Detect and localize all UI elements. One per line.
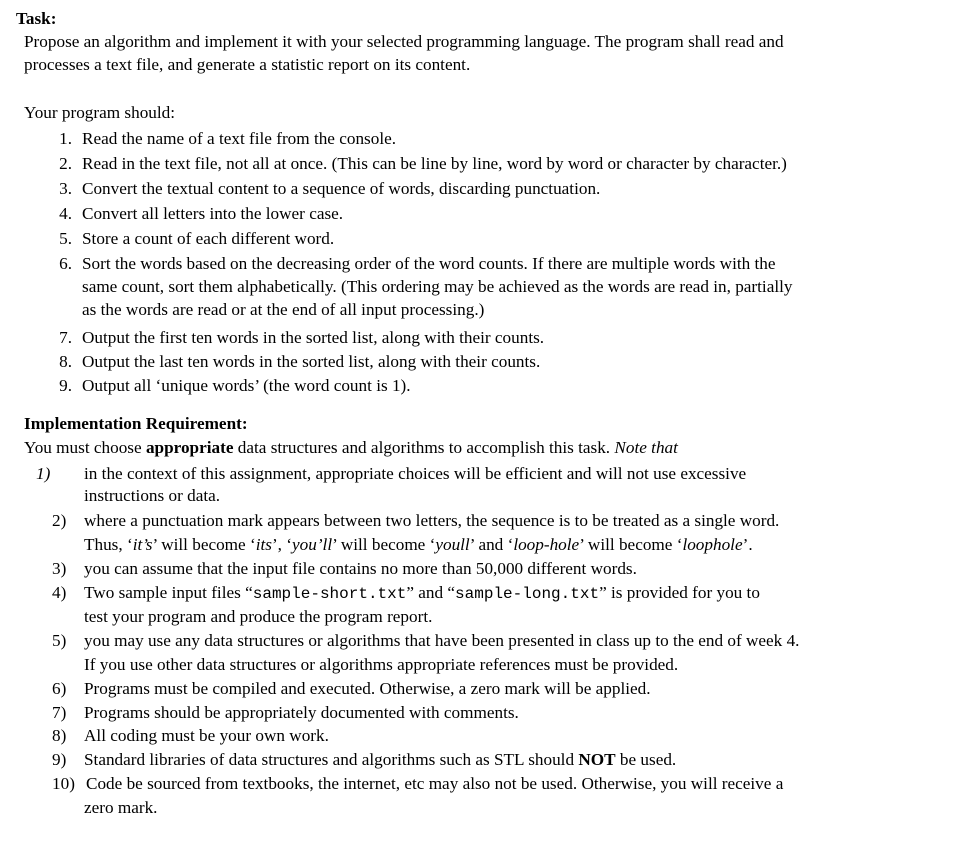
req-9-number: 9) xyxy=(52,750,67,769)
req-2-example-loop-hole: loop-hole xyxy=(513,535,580,554)
req-2-text: Thus, ‘ xyxy=(84,535,133,554)
req-5-number: 5) xyxy=(52,631,67,650)
req-2-example-its-apostrophe: it’s xyxy=(132,535,153,554)
program-item-number: 8. xyxy=(59,352,72,371)
req-2-example-loophole: loophole xyxy=(682,535,743,554)
program-item-text: same count, sort them alphabetically. (This ordering may be achieved as the words are read in, partially xyxy=(82,277,793,296)
req-2-line-1: where a punctuation mark appears between two letters, the sequence is to be treated as a single word. xyxy=(84,511,780,530)
program-item-text: Store a count of each different word. xyxy=(82,229,335,248)
impl-lead-text-c: data structures and algorithms to accomplish this task. xyxy=(233,438,615,457)
req-2-number: 2) xyxy=(52,511,67,530)
req-8-line-1: All coding must be your own work. xyxy=(84,726,329,745)
req-8-number: 8) xyxy=(52,726,67,745)
req-2-text: ’ and ‘ xyxy=(469,535,514,554)
req-4-number: 4) xyxy=(52,583,67,602)
sample-short-filename: sample-short.txt xyxy=(252,585,407,603)
program-item-text: Output the first ten words in the sorted list, along with their counts. xyxy=(82,328,545,347)
req-10-line-2: zero mark. xyxy=(84,798,158,817)
impl-heading: Implementation Requirement: xyxy=(24,414,248,433)
impl-lead xyxy=(24,437,678,459)
req-6-number: 6) xyxy=(52,679,67,698)
program-item-number: 2. xyxy=(59,154,72,173)
req-4-line-2: test your program and produce the program report. xyxy=(84,607,433,626)
req-5-line-1: you may use any data structures or algorithms that have been presented in class up to the end of week 4. xyxy=(84,631,800,650)
req-3-number: 3) xyxy=(52,559,67,578)
req-4-line-1 xyxy=(84,582,760,605)
task-intro-line-1: Propose an algorithm and implement it with your selected programming language. The program shall read and xyxy=(24,32,784,51)
program-item-text: Sort the words based on the decreasing order of the word counts. If there are multiple words with the xyxy=(82,254,776,273)
program-item-text: Convert all letters into the lower case. xyxy=(82,204,344,223)
req-4-text: ” is provided for you to xyxy=(599,583,760,602)
req-2-text: ’ will become ‘ xyxy=(332,535,436,554)
req-1-line-1: in the context of this assignment, appropriate choices will be efficient and will not use excessive xyxy=(84,464,747,483)
req-7-number: 7) xyxy=(52,703,67,722)
task-heading: Task: xyxy=(16,9,57,28)
req-2-example-youll-apostrophe: you’ll xyxy=(292,535,333,554)
req-4-text: ” and “ xyxy=(406,583,456,602)
impl-lead-text-a: You must choose xyxy=(24,438,146,457)
req-2-text: ’. xyxy=(742,535,753,554)
req-1-line-2: instructions or data. xyxy=(84,486,221,505)
req-10-line-1: Code be sourced from textbooks, the internet, etc may also not be used. Otherwise, you will receive a xyxy=(86,774,784,793)
req-2-text: ’ will become ‘ xyxy=(152,535,256,554)
req-9-text: be used. xyxy=(615,750,677,769)
req-2-line-2 xyxy=(84,534,753,556)
program-item-number: 1. xyxy=(59,129,72,148)
req-2-text: ’ will become ‘ xyxy=(579,535,683,554)
program-item-number: 6. xyxy=(59,254,72,273)
req-4-text: Two sample input files “ xyxy=(84,583,253,602)
program-item-number: 4. xyxy=(59,204,72,223)
req-2-example-youll: youll xyxy=(435,535,470,554)
req-9-not: NOT xyxy=(578,750,616,769)
program-item-number: 5. xyxy=(59,229,72,248)
req-9-line-1 xyxy=(84,749,676,771)
req-2-text: ’, ‘ xyxy=(271,535,292,554)
req-9-text: Standard libraries of data structures and algorithms such as STL should xyxy=(84,750,579,769)
req-5-line-2: If you use other data structures or algorithms appropriate references must be provided. xyxy=(84,655,679,674)
req-6-line-1: Programs must be compiled and executed. Otherwise, a zero mark will be applied. xyxy=(84,679,651,698)
program-item-text: as the words are read or at the end of all input processing.) xyxy=(82,300,485,319)
program-lead: Your program should: xyxy=(24,103,176,122)
sample-long-filename: sample-long.txt xyxy=(455,585,600,603)
program-item-text: Output the last ten words in the sorted list, along with their counts. xyxy=(82,352,541,371)
req-2-example-its: its xyxy=(255,535,272,554)
req-7-line-1: Programs should be appropriately documented with comments. xyxy=(84,703,519,722)
program-item-text: Convert the textual content to a sequence of words, discarding punctuation. xyxy=(82,179,601,198)
req-1-number: 1) xyxy=(36,464,51,483)
program-item-number: 7. xyxy=(59,328,72,347)
task-intro-line-2: processes a text file, and generate a statistic report on its content. xyxy=(24,55,471,74)
req-3-line-1: you can assume that the input file contains no more than 50,000 different words. xyxy=(84,559,637,578)
req-10-number: 10) xyxy=(52,774,75,793)
impl-lead-appropriate: appropriate xyxy=(145,438,234,457)
program-item-text: Output all ‘unique words’ (the word count is 1). xyxy=(82,376,411,395)
program-item-number: 9. xyxy=(59,376,72,395)
impl-lead-note: Note that xyxy=(614,438,678,457)
program-item-number: 3. xyxy=(59,179,72,198)
program-item-text: Read in the text file, not all at once. (This can be line by line, word by word or character by character.) xyxy=(82,154,787,173)
program-item-text: Read the name of a text file from the console. xyxy=(82,129,397,148)
